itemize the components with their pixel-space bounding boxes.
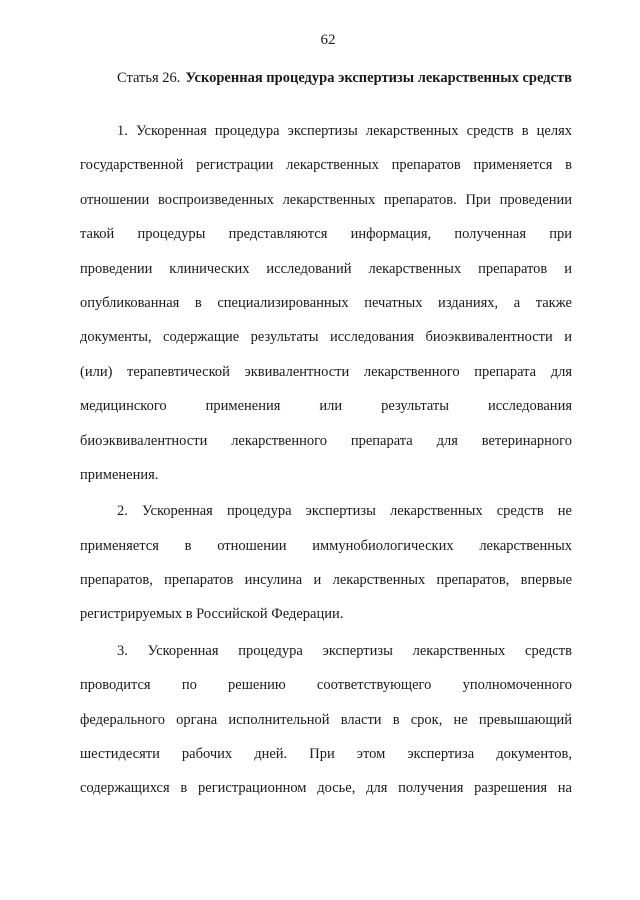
text-line: биоэквивалентности лекарственного препарата для ветеринарного <box>80 432 572 449</box>
text-line: (или) терапевтической эквивалентности лекарственного препарата для <box>80 363 572 380</box>
article-label: Статья 26. <box>117 70 181 86</box>
text-line: содержащихся в регистрационном досье, для получения разрешения на <box>80 780 572 797</box>
text-line: применяется в отношении иммунобиологических лекарственных <box>80 537 572 554</box>
text-line: отношении воспроизведенных лекарственных препаратов. При проведении <box>80 191 572 208</box>
article-heading <box>117 68 573 88</box>
text-line: регистрируемых в Российской Федерации. <box>80 606 344 623</box>
article-body <box>80 121 572 813</box>
text-line: препаратов, препаратов инсулина и лекарственных препаратов, впервые <box>80 572 572 589</box>
text-line: 1. Ускоренная процедура экспертизы лекарственных средств в целях <box>117 123 572 139</box>
text-line: такой процедуры представляются информация, полученная при <box>80 226 572 243</box>
article-title: Ускоренная процедура экспертизы лекарственных средств <box>185 70 572 86</box>
paragraph-2 <box>80 501 572 639</box>
text-line: медицинского применения или результаты исследования <box>80 398 572 415</box>
text-line: применения. <box>80 466 159 483</box>
text-line: документы, содержащие результаты исследования биоэквивалентности и <box>80 329 572 346</box>
text-line: проводится по решению соответствующего уполномоченного <box>80 677 572 694</box>
page-number: 62 <box>320 32 336 48</box>
paragraph-3 <box>80 641 572 813</box>
text-line: федерального органа исполнительной власти в срок, не превышающий <box>80 711 572 728</box>
text-line: опубликованная в специализированных печатных изданиях, а также <box>80 294 572 311</box>
text-line: 2. Ускоренная процедура экспертизы лекарственных средств не <box>117 503 572 520</box>
text-line: 3. Ускоренная процедура экспертизы лекарственных средств <box>117 642 572 659</box>
text-line: государственной регистрации лекарственных препаратов применяется в <box>80 157 572 174</box>
text-line: шестидесяти рабочих дней. При этом экспертиза документов, <box>80 746 572 763</box>
text-line: проведении клинических исследований лекарственных препаратов и <box>80 260 572 277</box>
paragraph-1 <box>80 121 572 499</box>
